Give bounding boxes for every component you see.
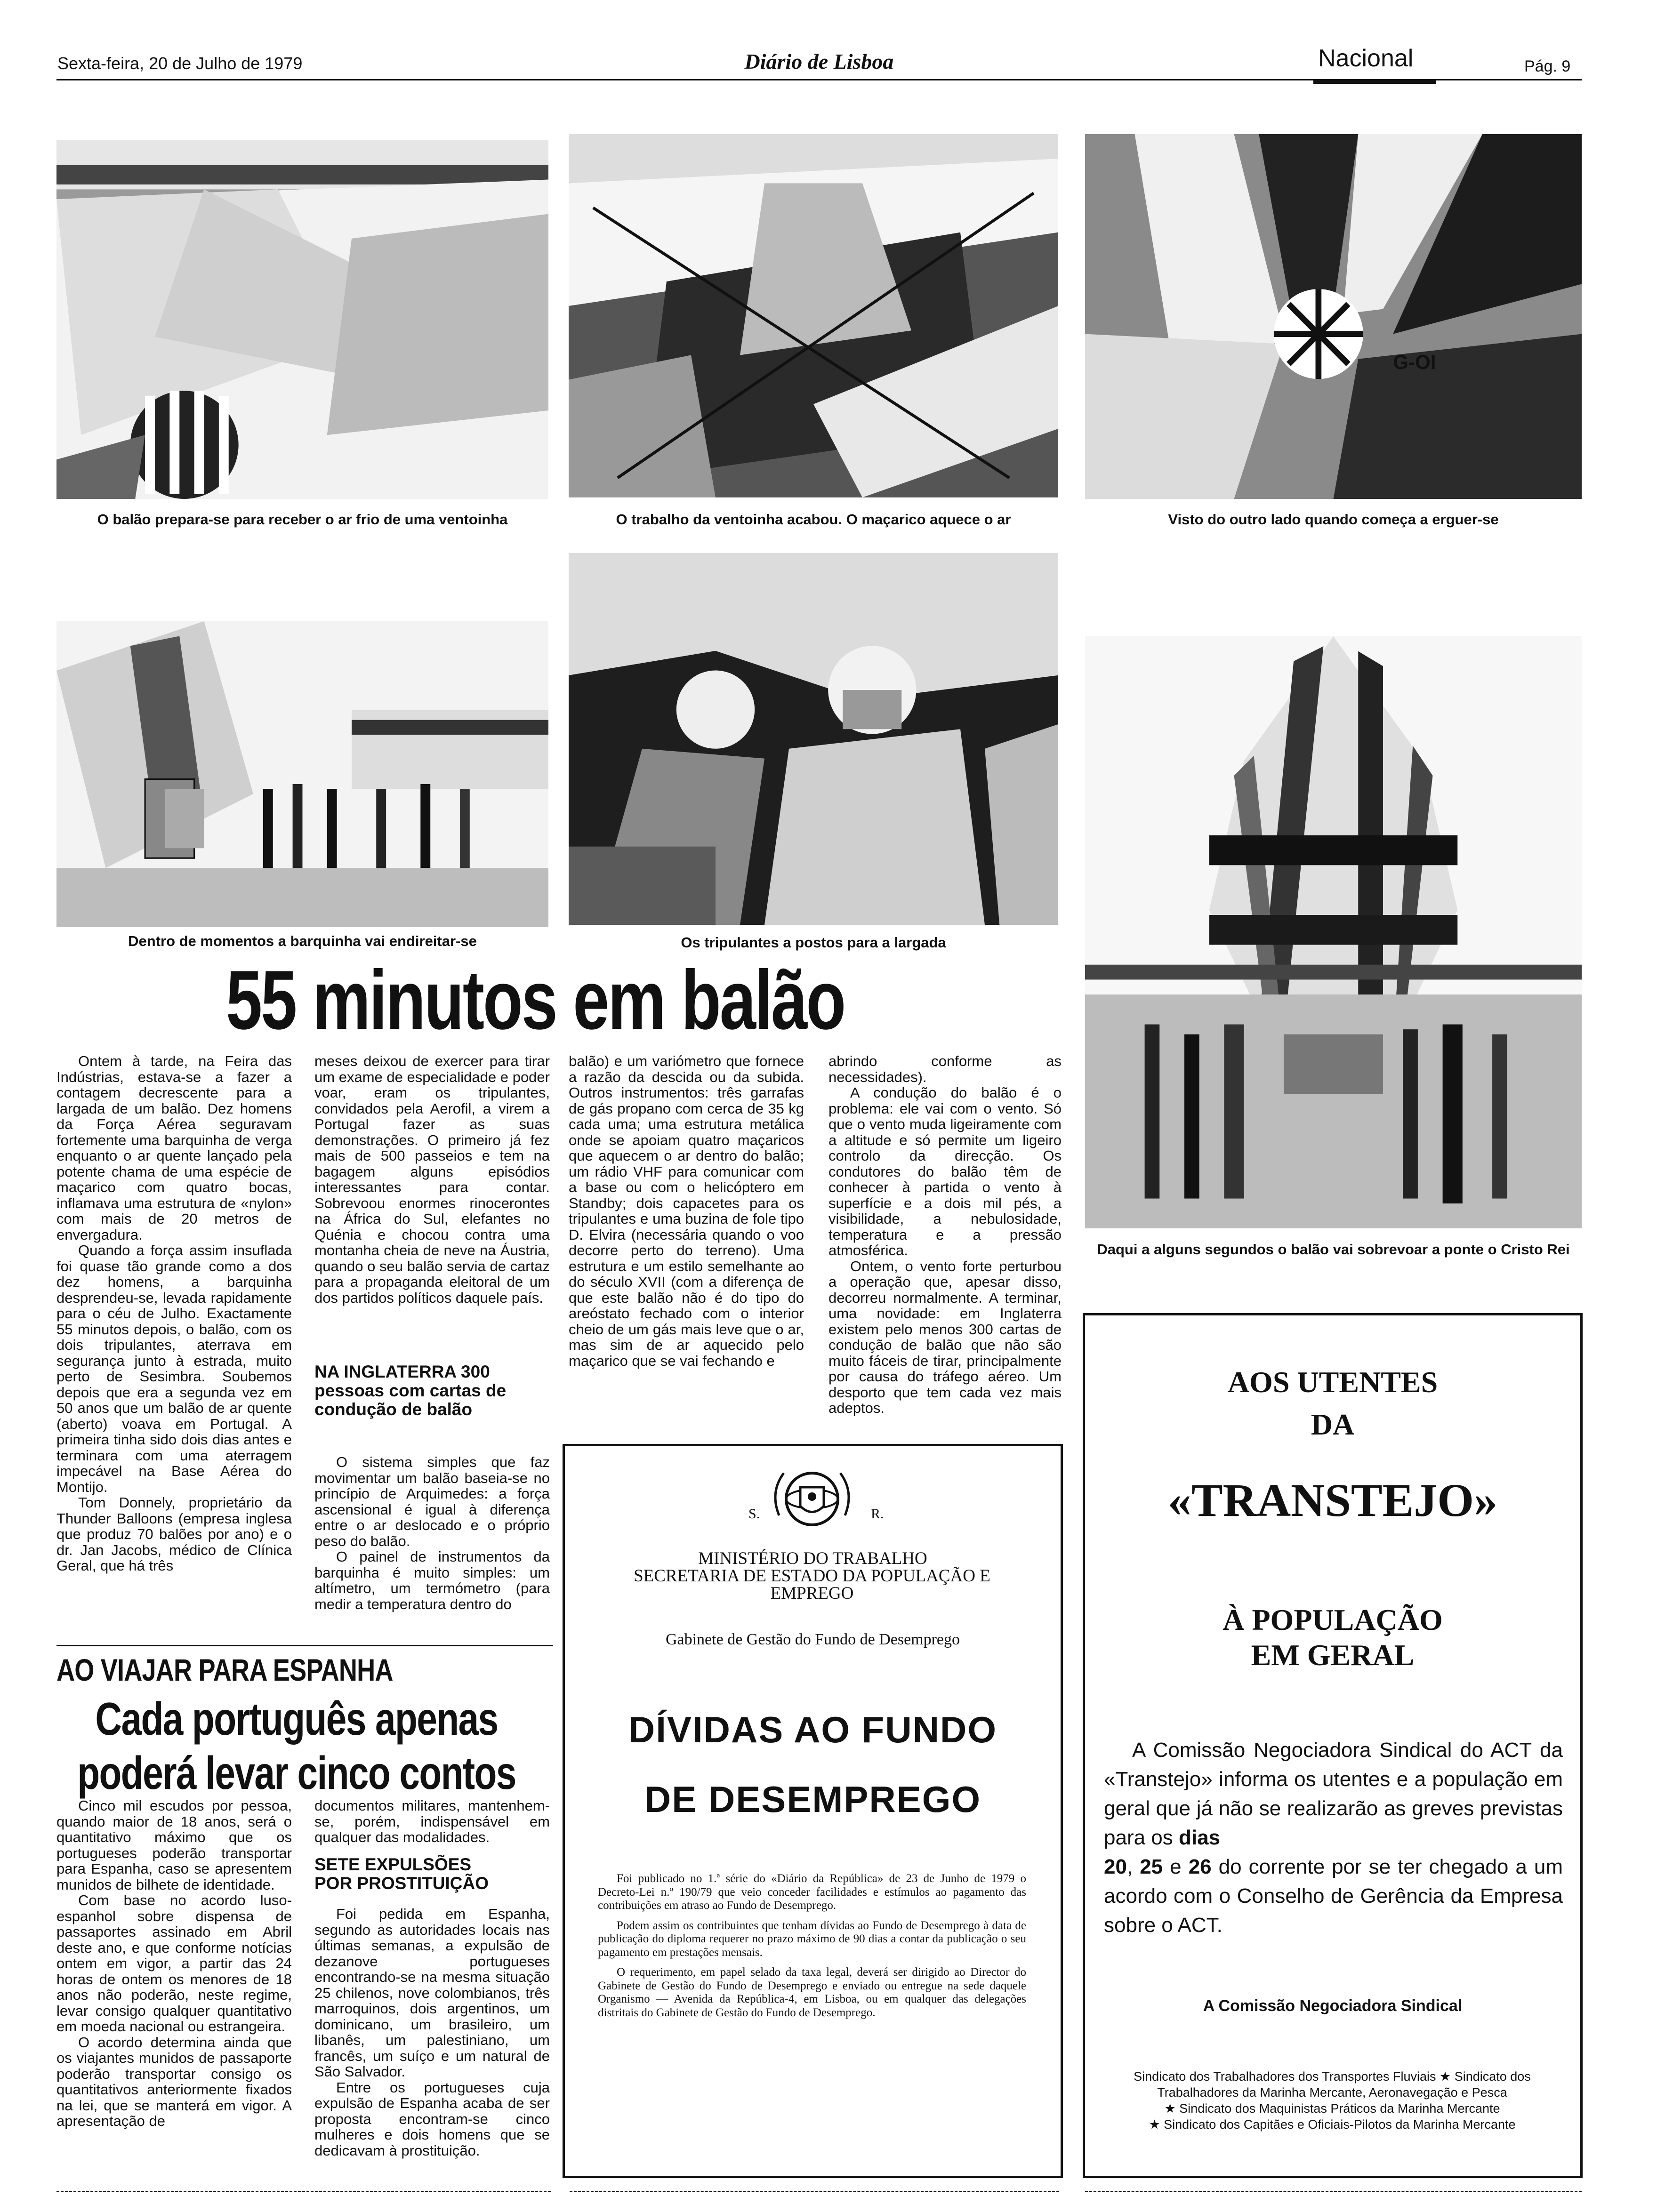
bottom-dashed-rule-left [56,2191,551,2192]
spain-top-rule [56,1645,553,1646]
transtejo-signature: A Comissão Negociadora Sindical [1203,1997,1463,2015]
transtejo-body [1104,1736,1563,1940]
transtejo-body-end: do corrente por se ter chegado a um acordo com o Conselho de Gerência da Empresa sobre o ACT. [1104,1855,1563,1937]
photo-balloon-inflating-image [1085,134,1582,499]
balloon-registration-text: G-OI [1393,351,1436,374]
photo-crew-image [569,553,1058,925]
main-col1-para: Ontem à tarde, na Feira das Indústrias, estava-se a fazer a contagem decrescente para a largada de um balão. Dez homens da Força Aérea seguravam fortemente uma barquinha de verga enquanto o ar quente lançado pela potente chama de uma espécie de maçarico com quatro bocas, inflamava uma estrutura de «nylon» com mais de 20 metros de envergadura. [56,1053,292,1243]
main-col1-para: Quando a força assim insuflada foi quase tão grande como a dos dez homens, a barquinha desprendeu-se, levada rapidamente para o céu de Julho. Exactamente 55 minutos depois, o balão, com os dois tripulantes, aterrava em segurança junto à estrada, muito perto de Sesimbra. Soubemos depois que era a segunda vez em 50 anos que um balão de ar quente (aberto) voava em Portugal. A primeira tinha sido dois dias antes e terminara com uma aterragem impecável na Base Aérea do Montijo. [56,1242,292,1495]
photo-crew [569,553,1058,925]
main-headline: 55 minutos em balão [226,953,845,1047]
transtejo-title-2: DA [1311,1408,1355,1441]
masthead: Diário de Lisboa [744,49,894,73]
photo-burner [569,134,1058,497]
notice-title-line-2: DE DESEMPREGO [644,1779,981,1820]
transtejo-day-26: 26 [1188,1855,1212,1878]
subhead-expulsoes: SETE EXPULSÕES POR PROSTITUIÇÃO [314,1855,489,1893]
spain-col2-para: documentos militares, mantenhem-se, porém, indispensável em qualquer das modalidades. [314,1797,550,1845]
main-article-col-2b [314,1454,550,1612]
spain-col-2 [314,1798,550,1845]
main-col4-para: Ontem, o vento forte perturbou a operação que, apesar disso, decorreu normalmente. A terminar, uma novidade: em Inglaterra existem pelo menos 300 cartas de condução de balão que não são muito fáceis de tirar, principalmente por causa do tráfego aéreo. Um desporto que tem cada vez mais adeptos. [828,1258,1062,1416]
caption-photo-1: O balão prepara-se para receber o ar frio de uma ventoinha [97,511,508,528]
main-article-col-3 [569,1053,804,1369]
emblem-left-letter: S. [748,1506,760,1522]
bottom-dashed-rule-mid [570,2191,1059,2192]
photo-balloon-inflating [1085,134,1582,499]
transtejo-title-1: AOS UTENTES [1227,1365,1438,1399]
photo-balloon-fan-image [56,140,548,499]
transtejo-body-start: A Comissão Negociadora Sindical do ACT da «Transtejo» informa os utentes e a população em geral que já não se realizarão as greves previstas para os [1104,1739,1563,1849]
main-article-col-1 [56,1053,292,1574]
republic-emblem [760,1464,864,1534]
armillary-sphere-icon [760,1464,864,1534]
main-col4-para: abrindo conforme as necessidades). [828,1053,1062,1085]
bottom-dashed-rule-right [1085,2191,1582,2192]
secretariat-name: SECRETARIA DE ESTADO DA POPULAÇÃO E EMPREGO [634,1566,990,1603]
transtejo-sep-2: e [1163,1855,1189,1878]
caption-photo-2: O trabalho da ventoinha acabou. O maçarico aquece o ar [616,511,1011,528]
main-col1-para: Tom Donnely, proprietário da Thunder Balloons (empresa inglesa que produz 70 balões por ano) e o dr. Jan Jacobs, médico de Clínica Geral, que há três [56,1494,292,1574]
transtejo-unions [1097,2068,1568,2132]
photo-balloon-bridge-image [1085,636,1582,1228]
main-col3-para: balão) e um variómetro que fornece a razão da descida ou da subida. Outros instrumentos: três garrafas de gás propano com cerca de 35 kg cada uma; uma estrutura metálica onde se apoiam quatro maçaricos que aquecem o ar dentro do balão; um rádio VHF para comunicar com a base ou com o helicóptero em Standby; dois capacetes para os tripulantes e uma buzina de fole tipo D. Elvira (necessária quando o voo decorre perto do terreno). Uma estrutura e um estilo semelhante ao do século XVII (com a diferença de que este balão não é do tipo do areóstato fechado com o interior cheio de um gás mais leve que o ar, mas sim de ar aquecido pelo maçarico que se vai fechando e [569,1053,804,1369]
transtejo-dias: dias [1178,1826,1221,1849]
photo-balloon-bridge [1085,636,1582,1228]
spain-headline: Cada português apenas poderá levar cinco contos [77,1693,516,1799]
notice-para: Foi publicado no 1.ª série do «Diário da República» de 23 de Junho de 1979 o Decreto-Lei n.º 190/79 que veio conceder facilidades e estímulos ao pagamento das contribuições em atraso ao Fundo de Desemprego. [598,1872,1026,1912]
main-article-col-4 [828,1053,1062,1416]
subhead-inglaterra: NA INGLATERRA 300 pessoas com cartas de condução de balão [314,1362,507,1419]
transtejo-day-25: 25 [1140,1855,1163,1878]
union-line: Sindicato dos Trabalhadores dos Transportes Fluviais ★ Sindicato dos Trabalhadores da Marinha Mercante, Aeronavegação e Pesca [1134,2069,1531,2100]
main-col2b-para: O painel de instrumentos da barquinha é muito simples: um altímetro, um termómetro (para medir a temperatura dentro do [314,1548,550,1612]
photo-basket-image [56,621,548,927]
emblem-right-letter: R. [871,1506,884,1522]
spain-col2b-para: Foi pedida em Espanha, segundo as autoridades locais nas últimas semanas, a expulsão de dezanove portugueses encontrando-se na mesma situação 25 chilenos, nove colombianos, três marroquinos, dois argentinos, um dominicano, um brasileiro, um libanês, um palestiniano, um francês, um suíço e um natural de São Salvador. [314,1906,550,2080]
ministry-name: MINISTÉRIO DO TRABALHO [698,1549,927,1568]
caption-photo-3: Visto do outro lado quando começa a erguer-se [1168,511,1499,528]
caption-photo-4: Dentro de momentos a barquinha vai endireitar-se [128,933,477,949]
spain-col1-para: Com base no acordo luso-espanhol sobre dispensa de passaportes assinado em Abril deste ano, e que conforme notícias ontem em vigor, a partir das 24 horas de ontem os menores de 18 anos não poderão, neste regime, levar consigo qualquer quantitativo em moeda nacional ou estrangeira. [56,1892,292,2035]
spain-col-2b [314,1906,550,2158]
caption-photo-6: Daqui a alguns segundos o balão vai sobrevoar a ponte o Cristo Rei [1097,1241,1570,1258]
header-rule [56,79,1582,80]
transtejo-title-4: À POPULAÇÃO [1223,1603,1443,1636]
notice-title-line-1: DÍVIDAS AO FUNDO [628,1709,997,1750]
main-col2b-para: O sistema simples que faz movimentar um balão baseia-se no princípio de Arquimedes: a força ascensional é igual à diferença entre o ar deslocado e o próprio peso do balão. [314,1454,550,1549]
caption-photo-5: Os tripulantes a postos para a largada [681,934,946,951]
transtejo-title-3: «TRANSTEJO» [1167,1474,1498,1526]
main-col4-para: A condução do balão é o problema: ele vai com o vento. Só que o vento muda ligeiramente com a altitude e só permite um ligeiro controlo da direcção. Os condutores do balão têm de conhecer à partida o vento à superfície e a dois mil pés, a visibilidade, a nebulosidade, temperatura e a pressão atmosférica. [828,1084,1062,1258]
spain-col2b-para: Entre os portugueses cuja expulsão de Espanha acaba de ser proposta encontram-se cinco mulheres e dois homens que se dedicavam à prostituição. [314,2079,550,2159]
spain-col1-para: O acordo determina ainda que os viajantes munidos de passaporte poderão transportar consigo os quantitativos anteriormente fixados na lei, que se manterá em vigor. A apresentação de [56,2034,292,2129]
transtejo-title-5: EM GERAL [1251,1638,1415,1672]
photo-burner-image [569,134,1058,497]
office-name: Gabinete de Gestão do Fundo de Desemprego [665,1631,960,1648]
spain-col-1 [56,1798,292,2129]
union-line: ★ Sindicato dos Maquinistas Práticos da Marinha Mercante [1164,2101,1500,2116]
photo-balloon-fan [56,140,548,499]
union-line: ★ Sindicato dos Capitães e Oficiais-Pilotos da Marinha Mercante [1149,2117,1516,2132]
page-number: Pág. 9 [1524,57,1571,75]
transtejo-sep-1: , [1126,1855,1140,1878]
main-article-col-2 [314,1053,550,1306]
transtejo-day-20: 20 [1104,1855,1127,1878]
section-underline [1313,80,1436,84]
notice-body [598,1872,1026,2020]
notice-para: Podem assim os contribuintes que tenham dívidas ao Fundo de Desemprego à data de publicação do diploma requerer no prazo máximo de 90 dias a contar da publicação o seu pagamento em prestações mensais. [598,1919,1026,1959]
section-label: Nacional [1318,45,1414,72]
issue-date: Sexta-feira, 20 de Julho de 1979 [57,54,303,73]
spain-kicker: AO VIAJAR PARA ESPANHA [56,1652,393,1687]
main-col2-para: meses deixou de exercer para tirar um exame de especialidade e poder voar, eram os tripulantes, convidados pela Aerofil, a virem a Portugal fazer as suas demonstrações. O primeiro já fez mais de 500 passeios e tem na bagagem alguns episódios interessantes para contar. Sobrevoou enormes rinocerontes na África do Sul, elefantes no Quénia e chocou contra uma montanha cheia de neve na Áustria, quando o seu balão servia de cartaz para a propaganda eleitoral de um dos partidos políticos daquele país. [314,1053,550,1306]
notice-para: O requerimento, em papel selado da taxa legal, deverá ser dirigido ao Director do Gabinete de Gestão do Fundo de Desemprego e enviado ou entregue na sede daquele Organismo — Avenida da República-4, em Lisboa, ou em qualquer das delegações distritais do Gabinete de Gestão do Fundo de Desemprego. [598,1966,1026,2019]
photo-basket [56,621,548,927]
spain-col1-para: Cinco mil escudos por pessoa, quando maior de 18 anos, será o quantitativo máximo que os portugueses poderão transportar para Espanha, caso se apresentem munidos de bilhete de identidade. [56,1797,292,1893]
